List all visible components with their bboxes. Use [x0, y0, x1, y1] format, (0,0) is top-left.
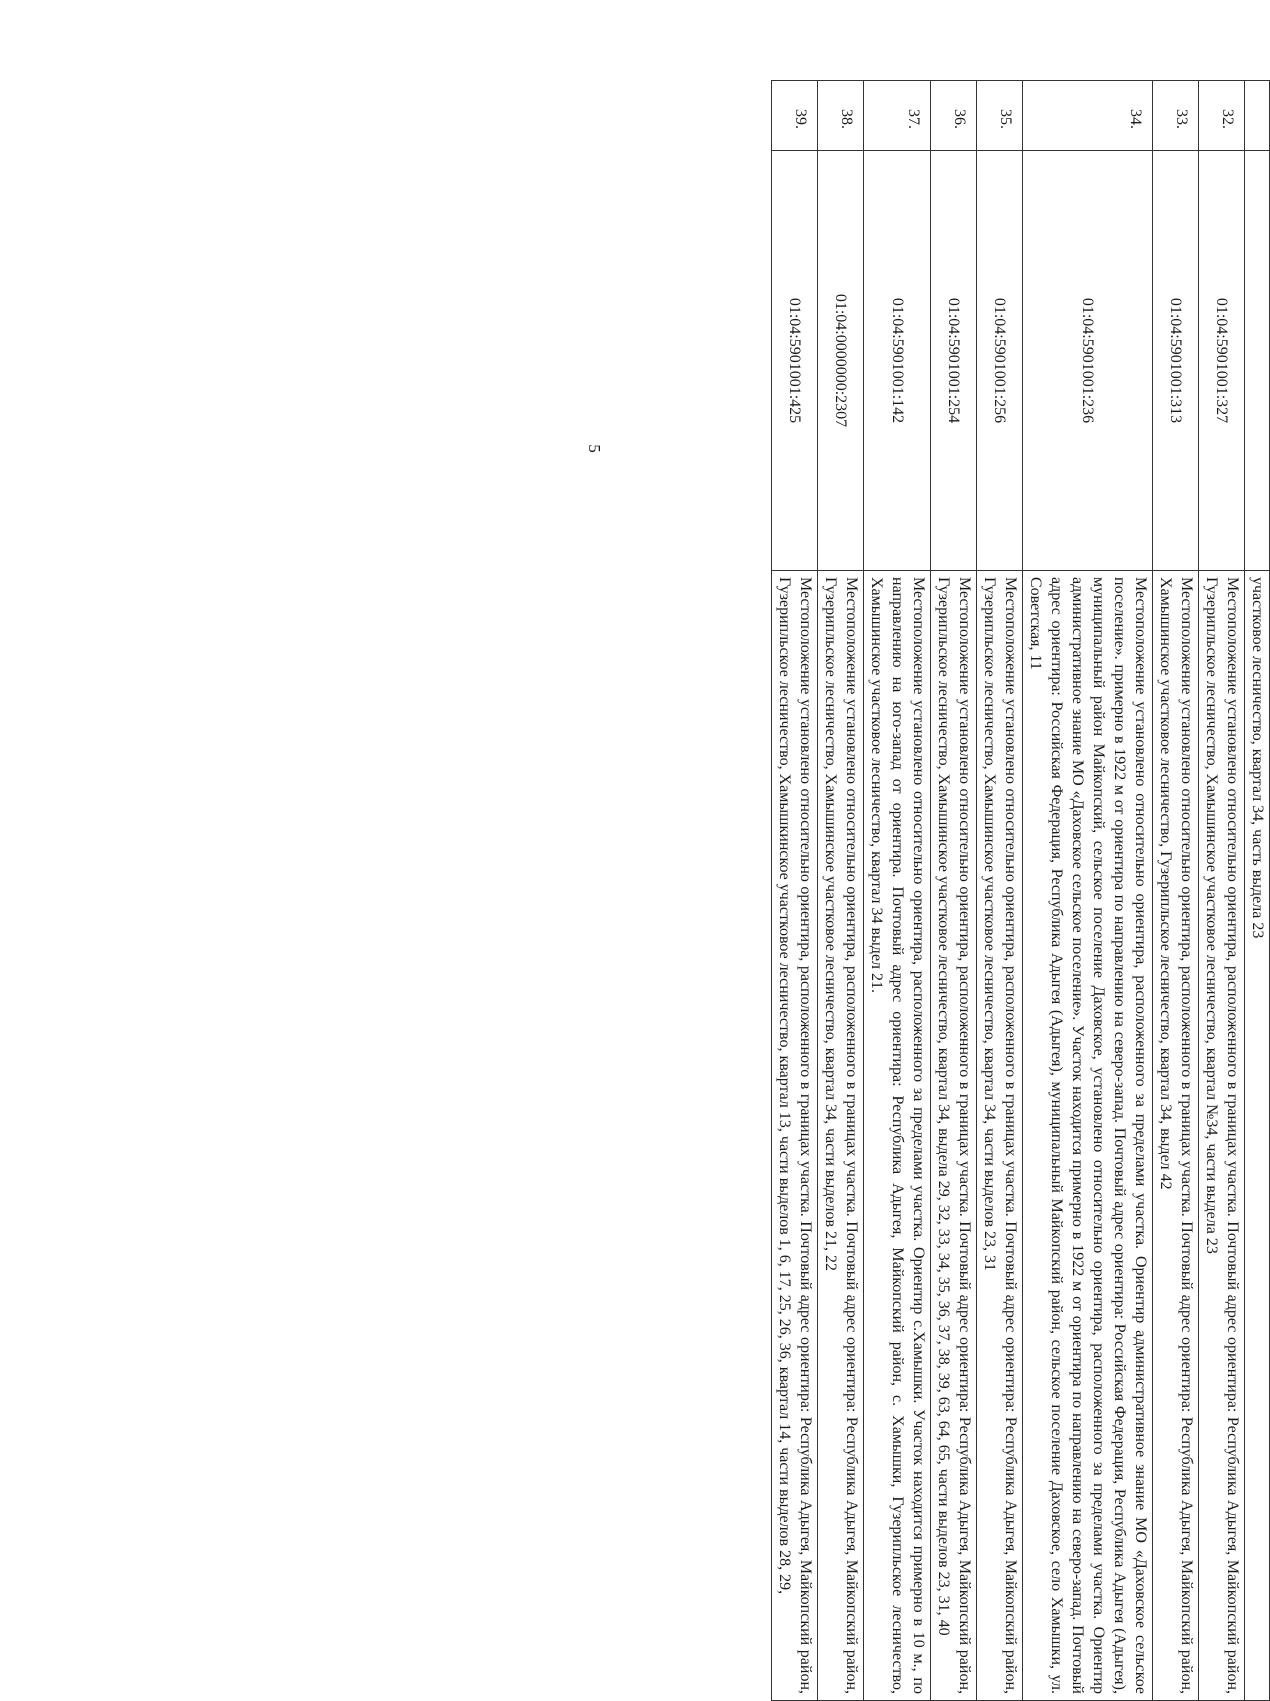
cadastral-number-cell: 01:04:5901001:313 — [1153, 151, 1199, 571]
table-row — [818, 81, 864, 1701]
row-number-cell: 37. — [864, 81, 931, 151]
row-number-cell: 38. — [818, 81, 864, 151]
row-number-cell: 39. — [772, 81, 818, 151]
table-row — [1153, 81, 1199, 1701]
location-description-cell: Местоположение установлено относительно ориентира, расположенного в границах участка. Почтовый адрес ориентира: Республика Адыгея, Майкопский район, Хамышинское участковое лесничество, Гузерипльское лесничество, квартал 34, выдел 42 — [1153, 571, 1199, 1701]
location-description-cell: Местоположение установлено относительно ориентира, расположенного в границах участка. Почтовый адрес ориентира: Республика Адыгея, Майкопский район, Гузерипльское лесничество, Хамышинское участковое лесничество, квартал 34, части выделов 21, 22 — [818, 571, 864, 1701]
location-description-cell: участковое лесничество, квартал 34, часть выдела 23 — [1245, 571, 1270, 1701]
cadastral-number-cell: 01:04:5901001:425 — [772, 151, 818, 571]
cadastral-number-cell: 01:04:5901001:254 — [931, 151, 977, 571]
location-description-cell: Местоположение установлено относительно ориентира, расположенного в границах участка. Почтовый адрес ориентира: Республика Адыгея, Майкопский район, Гузерипльское лесничество, Хамышинское участковое лесничество, квартал 34, выдела 29, 32, 33, 34, 35, 36, 37, 38, 39, 63, 64, 65, части выделов 23, 31, 40 — [931, 571, 977, 1701]
table-row — [1199, 81, 1245, 1701]
table-row — [772, 81, 818, 1701]
table-row — [1023, 81, 1153, 1701]
table-row — [931, 81, 977, 1701]
cadastral-number-cell: 01:04:5901001:236 — [1023, 151, 1153, 571]
page-number: 5 — [584, 444, 604, 453]
cadastral-number-cell — [1245, 151, 1270, 571]
row-number-cell: 34. — [1023, 81, 1153, 151]
table-row — [977, 81, 1023, 1701]
location-description-cell: Местоположение установлено относительно ориентира, расположенного в границах участка. Почтовый адрес ориентира: Республика Адыгея, Майкопский район, Гузерипльское лесничество, Хамышинское участковое лесничество, квартал 34, части выделов 23, 31 — [977, 571, 1023, 1701]
cadastral-number-cell: 01:04:5901001:142 — [864, 151, 931, 571]
cadastral-number-cell: 01:04:5901001:256 — [977, 151, 1023, 571]
row-number-cell: 33. — [1153, 81, 1199, 151]
row-number-cell — [1245, 81, 1270, 151]
row-number-cell: 32. — [1199, 81, 1245, 151]
row-number-cell: 36. — [931, 81, 977, 151]
parcel-table — [771, 80, 1270, 1701]
table-row — [864, 81, 931, 1701]
row-number-cell: 35. — [977, 81, 1023, 151]
location-description-cell: Местоположение установлено относительно ориентира, расположенного в границах участка. Почтовый адрес ориентира: Республика Адыгея, Майкопский район, Гузерипльское лесничество, Хамышинское участковое лесничество, квартал №34, части выдела 23 — [1199, 571, 1245, 1701]
cadastral-number-cell: 01:04:0000000:2307 — [818, 151, 864, 571]
location-description-cell: Местоположение установлено относительно ориентира, расположенного в границах участка. Почтовый адрес ориентира: Республика Адыгея, Майкопский район, Гузерипльское лесничество, Хамышкинское участковое лесничество, квартал 13, части выделов 1, 6, 17, 25, 26, 36, квартал 14, части выделов 28, 29, — [772, 571, 818, 1701]
location-description-cell: Местоположение установлено относительно ориентира, расположенного за пределами участка. Ориентир с.Хамышки. Участок находится примерно в 10 м., по направлению на юго-запад от ориентира. Почтовый адрес ориентира: Республика Адыгея, Майкопский район, с. Хамышки, Гузерипльское лесничество, Хамышинское участковое лесничество, квартал 34 выдел 21. — [864, 571, 931, 1701]
table-container — [115, 80, 1270, 1700]
cadastral-number-cell: 01:04:5901001:327 — [1199, 151, 1245, 571]
table-row-continuation — [1245, 81, 1270, 1701]
location-description-cell: Местоположение установлено относительно ориентира, расположенного за пределами участка. Ориентир административное знание МО «Даховское сельское поселение». примерно в 1922 м от ориентира по направлению на северо-запад. Почтовый адрес ориентира: Российская Федерация, Республика Адыгея (Адыгея), муниципальный район Майкопский, сельское поселение Даховское, установлено относительно ориентира, расположенного за пределами участка. Ориентир административное знание МО «Даховское сельское поселение». Участок находится примерно в 1922 м от ориентира по направлению на северо-запад. Почтовый адрес ориентира: Российская Федерация, Республика Адыгея (Адыгея), муниципальный Майкопский район, сельское поселение Даховское, село Хамышки, ул. Советская, 11 — [1023, 571, 1153, 1701]
